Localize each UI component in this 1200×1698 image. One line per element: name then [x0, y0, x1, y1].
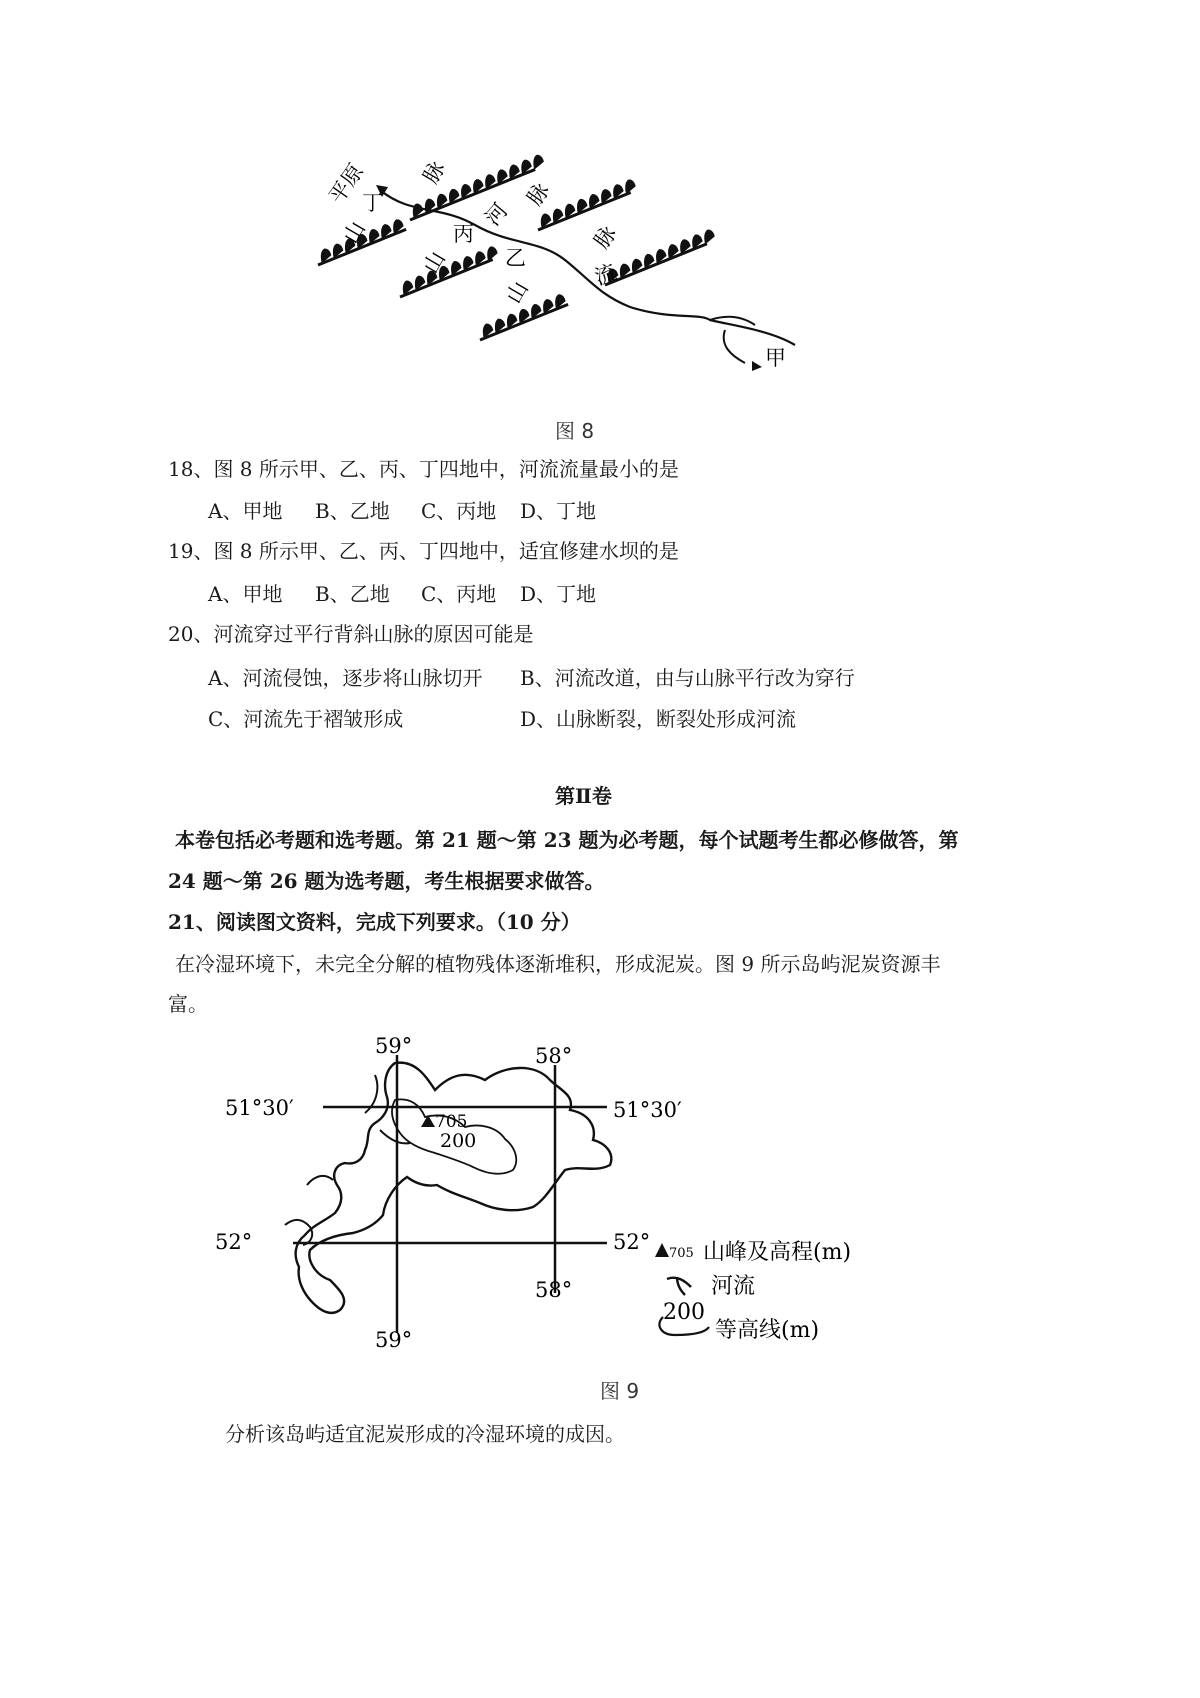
q19-option-a: A、甲地: [208, 582, 283, 606]
legend-contour-label: 等高线(m): [715, 1318, 820, 1343]
label-bing: 丙: [453, 222, 474, 246]
arrow-jia-icon: [752, 361, 762, 371]
label-liu: 流: [591, 259, 620, 290]
label-5130-right: 51°30′: [613, 1098, 682, 1122]
label-mai-1: 脉: [418, 157, 450, 188]
peak-icon: [421, 1115, 435, 1127]
label-59-bottom: 59°: [375, 1328, 413, 1352]
q18-option-c: C、丙地: [421, 499, 497, 523]
island-west-coast: [285, 1176, 333, 1245]
label-ding: 丁: [362, 191, 383, 215]
question-18-stem: 18、图 8 所示甲、乙、丙、丁四地中，河流流量最小的是: [168, 457, 679, 481]
question-21-text-line1: 在冷湿环境下，未完全分解的植物残体逐渐堆积，形成泥炭。图 9 所示岛屿泥炭资源丰: [175, 952, 941, 976]
figure-8-diagram: [300, 135, 820, 415]
question-19-stem: 19、图 8 所示甲、乙、丙、丁四地中，适宜修建水坝的是: [168, 539, 679, 563]
q19-option-c: C、丙地: [421, 582, 497, 606]
label-58-top: 58°: [535, 1044, 573, 1068]
q19-option-d: D、丁地: [520, 582, 597, 606]
q18-option-b: B、乙地: [315, 499, 390, 523]
legend-peak-icon: [655, 1243, 669, 1257]
river-branch: [710, 317, 755, 363]
map-legend: [655, 1240, 851, 1343]
label-yi: 乙: [505, 246, 526, 270]
figure-8-caption: 图 8: [555, 419, 595, 443]
q18-option-d: D、丁地: [520, 499, 597, 523]
section-2-title: 第Ⅱ卷: [555, 784, 612, 808]
label-pingyuan: 平原: [324, 159, 369, 208]
legend-peak-symbol: 705: [669, 1246, 694, 1261]
label-58-bottom: 58°: [535, 1278, 573, 1302]
label-mai-2: 脉: [522, 178, 555, 210]
figure-8: [300, 135, 820, 415]
question-21-text-line2: 富。: [168, 992, 208, 1016]
legend-peak-label: 山峰及高程(m): [703, 1240, 852, 1265]
mountain-tooth: [700, 228, 716, 245]
label-shan-3: 山: [501, 277, 533, 308]
label-shan-2: 山: [418, 247, 450, 278]
label-5130-left: 51°30′: [225, 1096, 294, 1120]
question-21-title: 21、阅读图文资料，完成下列要求。（10 分）: [168, 910, 581, 934]
question-20-stem: 20、河流穿过平行背斜山脉的原因可能是: [168, 622, 534, 646]
mountain-tooth: [529, 153, 545, 170]
label-52-right: 52°: [613, 1230, 651, 1254]
label-mai-3: 脉: [589, 221, 622, 253]
peak-value: 705: [435, 1112, 468, 1132]
label-he: 河: [480, 198, 513, 231]
q20-option-b: B、河流改道，由与山脉平行改为穿行: [520, 666, 855, 690]
legend-contour-symbol: 200: [663, 1300, 705, 1325]
q18-option-a: A、甲地: [208, 499, 283, 523]
contour-value: 200: [440, 1130, 477, 1152]
label-jia: 甲: [765, 346, 786, 370]
q20-option-a: A、河流侵蚀，逐步将山脉切开: [208, 666, 483, 690]
label-shan-1: 山: [338, 217, 370, 248]
figure-9-caption: 图 9: [600, 1379, 640, 1403]
q20-option-c: C、河流先于褶皱形成: [208, 707, 404, 731]
question-21-subquestion: 分析该岛屿适宜泥炭形成的冷湿环境的成因。: [225, 1422, 625, 1446]
figure-9-map: [215, 1035, 935, 1365]
legend-river-label: 河流: [711, 1274, 756, 1299]
q20-option-d: D、山脉断裂，断裂处形成河流: [520, 707, 797, 731]
legend-river-icon: [667, 1277, 691, 1295]
section-2-intro-line2: 24 题～第 26 题为选考题，考生根据要求做答。: [168, 869, 605, 893]
figure-9: [215, 1035, 935, 1365]
label-52-left: 52°: [215, 1230, 253, 1254]
q19-option-b: B、乙地: [315, 582, 390, 606]
section-2-intro-line1: 本卷包括必考题和选考题。第 21 题～第 23 题为必考题，每个试题考生都必修做答，第: [175, 828, 959, 852]
island-outline: [296, 1063, 612, 1313]
label-59-top: 59°: [375, 1035, 413, 1058]
